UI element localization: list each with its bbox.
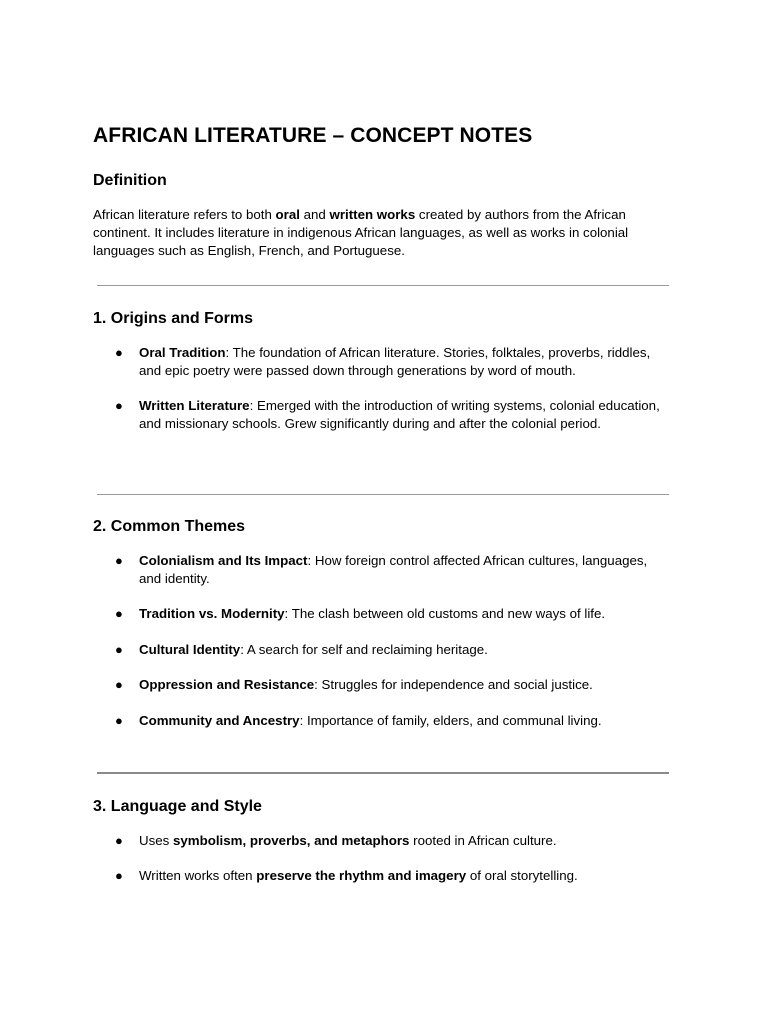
definition-text-1: African literature refers to both — [93, 207, 276, 222]
bullet-icon: ● — [115, 642, 123, 657]
bullet-icon: ● — [115, 677, 123, 692]
section-heading-origins: 1. Origins and Forms — [93, 310, 254, 327]
definition-text-3: created by authors from the African continent. It includes literature in indigenous African languages, as well as works in colonial languages such as English, French, and Portuguese. — [93, 207, 629, 258]
definition-bold-oral: oral — [275, 207, 300, 222]
item-text: : How foreign control affected African cultures, languages, and identity. — [139, 553, 648, 586]
item-text: : Emerged with the introduction of writing systems, colonial education, and missionary schools. Grew significantly during and after the colonial period. — [139, 398, 660, 431]
definition-paragraph — [93, 206, 678, 259]
bullet-icon: ● — [115, 553, 123, 568]
item-text-post: rooted in African culture. — [409, 833, 557, 848]
section-divider — [97, 494, 669, 495]
bullet-icon: ● — [115, 868, 123, 883]
item-term: Colonialism and Its Impact — [139, 553, 308, 568]
item-text-pre: Uses — [139, 833, 173, 848]
item-text-post: of oral storytelling. — [466, 868, 578, 883]
definition-text-2: and — [299, 207, 330, 222]
item-term: Tradition vs. Modernity — [139, 606, 285, 621]
item-text-pre: Written works often — [139, 868, 257, 883]
item-term: Oppression and Resistance — [139, 677, 315, 692]
list-item — [115, 867, 669, 885]
bullet-icon: ● — [115, 833, 123, 848]
section-heading-themes: 2. Common Themes — [93, 518, 246, 535]
definition-bold-written-works: written works — [329, 207, 416, 222]
item-term: Cultural Identity — [139, 642, 241, 657]
bullet-icon: ● — [115, 398, 123, 413]
list-item — [115, 552, 669, 588]
section-heading-language-style: 3. Language and Style — [93, 798, 262, 815]
item-term: Community and Ancestry — [139, 713, 300, 728]
item-term: Written Literature — [139, 398, 250, 413]
item-text: : The foundation of African literature. Stories, folktales, proverbs, riddles, and epic poetry were passed down through generations by word of mouth. — [139, 345, 651, 378]
bullet-icon: ● — [115, 713, 123, 728]
section-divider — [97, 285, 669, 286]
bullet-icon: ● — [115, 606, 123, 621]
definition-heading: Definition — [93, 172, 167, 189]
item-text: : Importance of family, elders, and communal living. — [299, 713, 602, 728]
item-text: : The clash between old customs and new ways of life. — [284, 606, 606, 621]
item-bold: preserve the rhythm and imagery — [256, 868, 467, 883]
list-item — [115, 676, 669, 694]
list-item — [115, 832, 669, 850]
item-text: : Struggles for independence and social justice. — [314, 677, 593, 692]
list-item — [115, 605, 669, 623]
item-bold: symbolism, proverbs, and metaphors — [173, 833, 410, 848]
section-divider — [97, 772, 669, 774]
document-title: AFRICAN LITERATURE – CONCEPT NOTES — [93, 124, 533, 147]
item-term: Oral Tradition — [139, 345, 226, 360]
item-text: : A search for self and reclaiming heritage. — [240, 642, 488, 657]
list-item — [115, 712, 669, 730]
list-item — [115, 397, 669, 433]
list-item — [115, 641, 669, 659]
list-item — [115, 344, 669, 380]
bullet-icon: ● — [115, 345, 123, 360]
